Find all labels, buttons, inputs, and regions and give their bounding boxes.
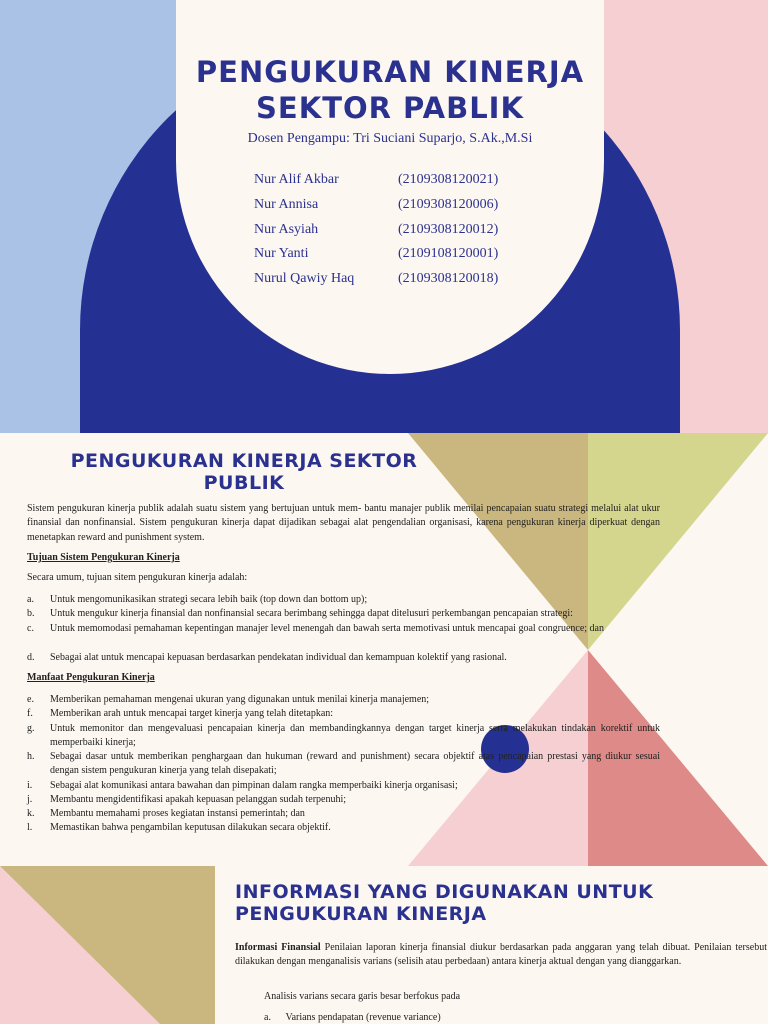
financial-info-label: Informasi Finansial xyxy=(235,942,321,953)
list-marker: e. xyxy=(27,694,34,705)
list-text: Untuk mengukur kinerja finansial dan nonfinansial secara berimbang sehingga dapat ditelusuri perkembangan pencapaian strategi: xyxy=(50,608,573,619)
member-id: (2109308120012) xyxy=(398,222,499,237)
variance-item xyxy=(264,1012,441,1023)
slide-1-title-line1: PENGUKURAN KINERJA xyxy=(195,55,585,89)
slide-2-title-line2: PUBLIK xyxy=(203,472,285,494)
slide-3 xyxy=(0,866,768,1024)
list-item xyxy=(27,607,660,621)
list-item xyxy=(27,821,660,835)
member-id: (2109308120018) xyxy=(398,271,499,286)
list-text: Sebagai alat komunikasi antara bawahan dan pimpinan dalam rangka memperbaiki kinerja organisasi; xyxy=(50,780,458,791)
financial-info-text: Penilaian laporan kinerja finansial diukur berdasarkan pada anggaran yang telah dibuat. Penilaian tersebut dilakukan dengan menganalisis varians (selisih atau perbedaan) antara kinerja aktual dengan yang dianggarkan. xyxy=(235,942,767,968)
list-marker: d. xyxy=(27,652,35,663)
member-name: Nur Annisa xyxy=(254,197,319,212)
member-name: Nurul Qawiy Haq xyxy=(254,271,355,286)
intro-paragraph: Sistem pengukuran kinerja publik adalah suatu sistem yang bertujuan untuk mem- bantu manajer publik menilai pencapaian suatu strategi melalui alat ukur finansial dan nonfinansial. Sistem pengukuran kinerja dapat dijadikan sebagai alat pengendalian organisasi, karena pengukuran kinerja diperkuat dengan menetapkan reward and punishment system. xyxy=(27,503,660,543)
slide-1-title-line2: SEKTOR PABLIK xyxy=(256,91,524,125)
list-text: Memastikan bahwa pengambilan keputusan dilakukan secara objektif. xyxy=(50,822,331,833)
list-item xyxy=(27,779,660,793)
slide-3-title-line2: PENGUKURAN KINERJA xyxy=(235,903,487,925)
heading-tujuan: Tujuan Sistem Pengukuran Kinerja xyxy=(27,552,180,563)
financial-info-paragraph xyxy=(235,941,767,970)
member-id: (2109108120001) xyxy=(398,246,499,261)
list-marker: j. xyxy=(27,794,33,805)
list-text: Varians pendapatan (revenue variance) xyxy=(285,1012,441,1023)
lead-tujuan: Secara umum, tujuan sitem pengukuran kinerja adalah: xyxy=(27,572,248,583)
list-text: Membantu memahami proses kegiatan instansi pemerintah; dan xyxy=(50,808,305,819)
list-item xyxy=(27,793,660,807)
member-row xyxy=(254,222,318,238)
list-item xyxy=(27,750,660,778)
list-item xyxy=(27,807,660,821)
list-item xyxy=(27,693,660,707)
list-marker: a. xyxy=(27,594,34,605)
list-marker: i. xyxy=(27,780,33,791)
list-marker: k. xyxy=(27,808,35,819)
slide-2-title-line1: PENGUKURAN KINERJA SEKTOR xyxy=(70,450,418,472)
member-row xyxy=(254,246,308,262)
variance-intro: Analisis varians secara garis besar berfokus pada xyxy=(264,991,461,1002)
list-text: Sebagai alat untuk mencapai kepuasan berdasarkan pendekatan individual dan kemampuan kolektif yang rasional. xyxy=(50,652,507,663)
list-marker: l. xyxy=(27,822,33,833)
slide-3-title-line1: INFORMASI YANG DIGUNAKAN UNTUK xyxy=(235,881,654,903)
list-item xyxy=(27,651,660,665)
list-text: Memberikan pemahaman mengenai ukuran yang digunakan untuk menilai kinerja manajemen; xyxy=(50,694,430,705)
member-name: Nur Yanti xyxy=(254,246,309,261)
list-text: Untuk mengomunikasikan strategi secara lebih baik (top down dan bottom up); xyxy=(50,594,368,605)
member-name: Nur Asyiah xyxy=(254,222,319,237)
member-name: Nur Alif Akbar xyxy=(254,172,339,187)
slide-3-title xyxy=(235,881,715,925)
list-marker: c. xyxy=(27,623,34,634)
list-text: Sebagai dasar untuk memberikan penghargaan dan hukuman (reward and punishment) secara objektif atas pencapaian prestasi yang diukur sesuai dengan sistem pengukuran kinerja yang telah disepakati; xyxy=(50,751,660,776)
member-row xyxy=(254,271,354,287)
list-item xyxy=(27,593,660,607)
list-marker: b. xyxy=(27,608,35,619)
list-item xyxy=(27,722,660,750)
list-marker: f. xyxy=(27,708,33,719)
list-marker: g. xyxy=(27,723,35,734)
slide-2-title xyxy=(30,450,458,494)
list-text: Membantu mengidentifikasi apakah kepuasan pelanggan sudah terpenuhi; xyxy=(50,794,347,805)
list-item xyxy=(27,707,660,721)
list-marker: a. xyxy=(264,1012,271,1023)
lecturer-line: Dosen Pengampu: Tri Suciani Suparjo, S.Ak.,M.Si xyxy=(247,131,533,146)
list-text: Untuk memomodasi pemahaman kepentingan manajer level menengah dan bawah serta memotivasi untuk mencapai goal congruence; dan xyxy=(50,623,604,634)
member-id: (2109308120021) xyxy=(398,172,499,187)
list-text: Memberikan arah untuk mencapai target kinerja yang telah ditetapkan: xyxy=(50,708,334,719)
heading-manfaat: Manfaat Pengukuran Kinerja xyxy=(27,672,155,683)
member-row xyxy=(254,197,318,213)
slide-1-title xyxy=(176,54,604,126)
list-marker: h. xyxy=(27,751,35,762)
member-row xyxy=(254,172,339,188)
member-id: (2109308120006) xyxy=(398,197,499,212)
slide-1 xyxy=(0,0,768,433)
slide-2 xyxy=(0,433,768,866)
list-text: Untuk memonitor dan mengevaluasi pencapaian kinerja dan membandingkannya dengan target kinerja serta melakukan tindakan korektif untuk memperbaiki kinerja; xyxy=(50,723,660,748)
list-item xyxy=(27,622,660,650)
